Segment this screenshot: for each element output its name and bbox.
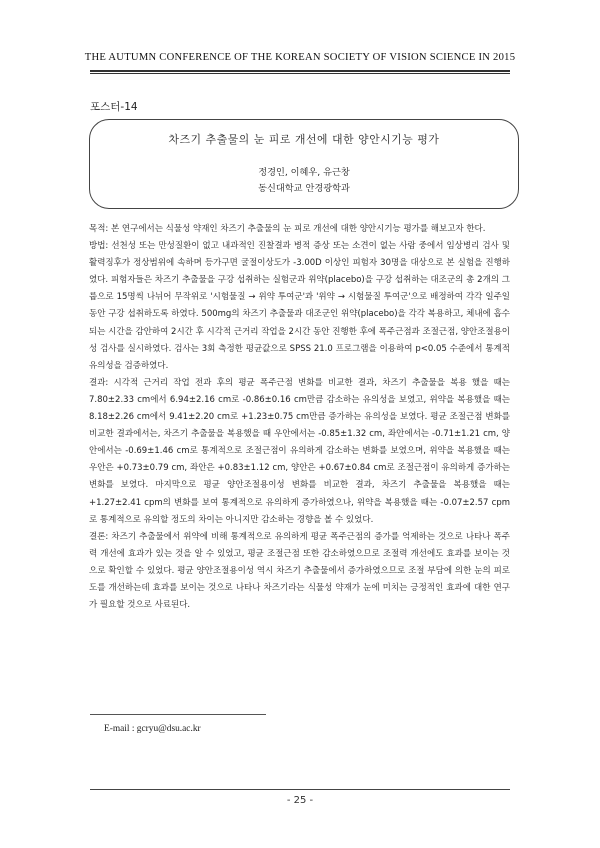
page-bottom-rule bbox=[90, 789, 510, 790]
paper-title: 차즈기 추출물의 눈 피로 개선에 대한 양안시기능 평가 bbox=[168, 133, 440, 146]
page-number: - 25 - bbox=[286, 795, 314, 806]
affiliation: 동신대학교 안경광학과 bbox=[258, 183, 350, 194]
conclusion-paragraph: 결론: 차즈기 추출물에서 위약에 비해 통계적으로 유의하게 평균 폭주근점의 증가를 억제하는 것으로 나타나 폭주력 개선에 효과가 있는 것을 알 수 있었고, 평균 조절근점 또한 감소하였으므로 조절력 개선에도 효과를 보이는 것으로 확인할 수 있었다. 평균 양안조절용이성 역시 차즈기 추출물에서 증가하였으므로 조절 부담에 의한 눈의 피로도를 개선하는데 효과를 보이는 것으로 나타나 차즈기라는 식물성 약재가 눈에 미치는 긍정적인 효과에 대한 연구가 필요할 것으로 사료된다. bbox=[89, 531, 510, 611]
header-rule-thin bbox=[90, 73, 510, 74]
results-paragraph: 결과: 시각적 근거리 작업 전과 후의 평균 폭주근점 변화를 비교한 결과, 차즈기 추출물을 복용 했을 때는 7.80±2.33 cm에서 6.94±2.16 cm로 -0.86±0.16 cm만큼 감소하는 유의성을 보였고, 위약을 복용했을 때는 8.18±2.26 cm에서 9.41±2.20 cm로 +1.23±0.75 cm만큼 증가하는 유의성을 보였다. 평균 조절근점 변화를 비교한 결과에서는, 차즈기 추출물을 복용했을 때 우안에서는 -0.85±1.32 cm, 좌안에서는 -0.71±1.21 cm, 양안에서는 -0.69±1.46 cm로 통계적으로 조절근점이 유의하게 감소하는 변화를 보였으며, 위약을 복용했을 때는 우안은 +0.73±0.79 cm, 좌안은 +0.83±1.12 cm, 양안은 +0.67±0.84 cm로 조절근점이 유의하게 증가하는 변화를 보였다. 마지막으로 평균 양안조절용이성 변화를 비교한 결과, 차즈기 추출물을 복용했을 때는 +1.27±2.41 cpm의 변화를 보여 통계적으로 유의하게 증가하였으나, 위약을 복용했을 때는 -0.07±2.57 cpm로 통계적으로 유의할 정도의 차이는 아니지만 감소하는 경향을 볼 수 있었다. bbox=[89, 377, 510, 525]
header-rule-thick bbox=[90, 70, 510, 72]
poster-label: 포스터-14 bbox=[90, 101, 138, 113]
contact-email: E-mail : gcryu@dsu.ac.kr bbox=[104, 724, 201, 734]
conference-header: THE AUTUMN CONFERENCE OF THE KOREAN SOCIETY OF VISION SCIENCE IN 2015 bbox=[84, 52, 516, 63]
abstract-body bbox=[89, 221, 510, 614]
title-box bbox=[89, 119, 519, 209]
authors: 정경인, 이혜우, 유근창 bbox=[258, 167, 350, 178]
purpose-paragraph: 목적: 본 연구에서는 식물성 약재인 차즈기 추출물의 눈 피로 개선에 대한 양안시기능 평가를 해보고자 한다. bbox=[89, 224, 486, 234]
footnote-rule bbox=[90, 714, 266, 715]
methods-paragraph: 방법: 선천성 또는 만성질환이 없고 내과적인 진찰결과 병적 증상 또는 소견이 없는 사람 중에서 임상병리 검사 및 활력징후가 정상범위에 속하며 등가구면 굴절이상도가 -3.00D 이상인 피험자 30명을 대상으로 본 실험을 진행하였다. 피험자들은 차즈기 추출물을 구강 섭취하는 실험군과 위약(placebo)을 구강 섭취하는 대조군의 총 2개의 그룹으로 15명씩 나뉘어 무작위로 '시험물질 → 위약 투여군'과 '위약 → 시험물질 투여군'으로 배정하여 각각 일주일 동안 구강 섭취하도록 하였다. 500mg의 차즈기 추출물과 대조군인 위약(placebo)을 각각 복용하고, 체내에 흡수되는 시간을 감안하여 2시간 후 시각적 근거리 작업을 2시간 동안 진행한 후에 폭주근점과 조절근점, 양안조절용이성 검사를 실시하였다. 검사는 3회 측정한 평균값으로 SPSS 21.0 프로그램을 이용하여 p<0.05 수준에서 통계적 유의성을 검증하였다. bbox=[89, 241, 510, 371]
